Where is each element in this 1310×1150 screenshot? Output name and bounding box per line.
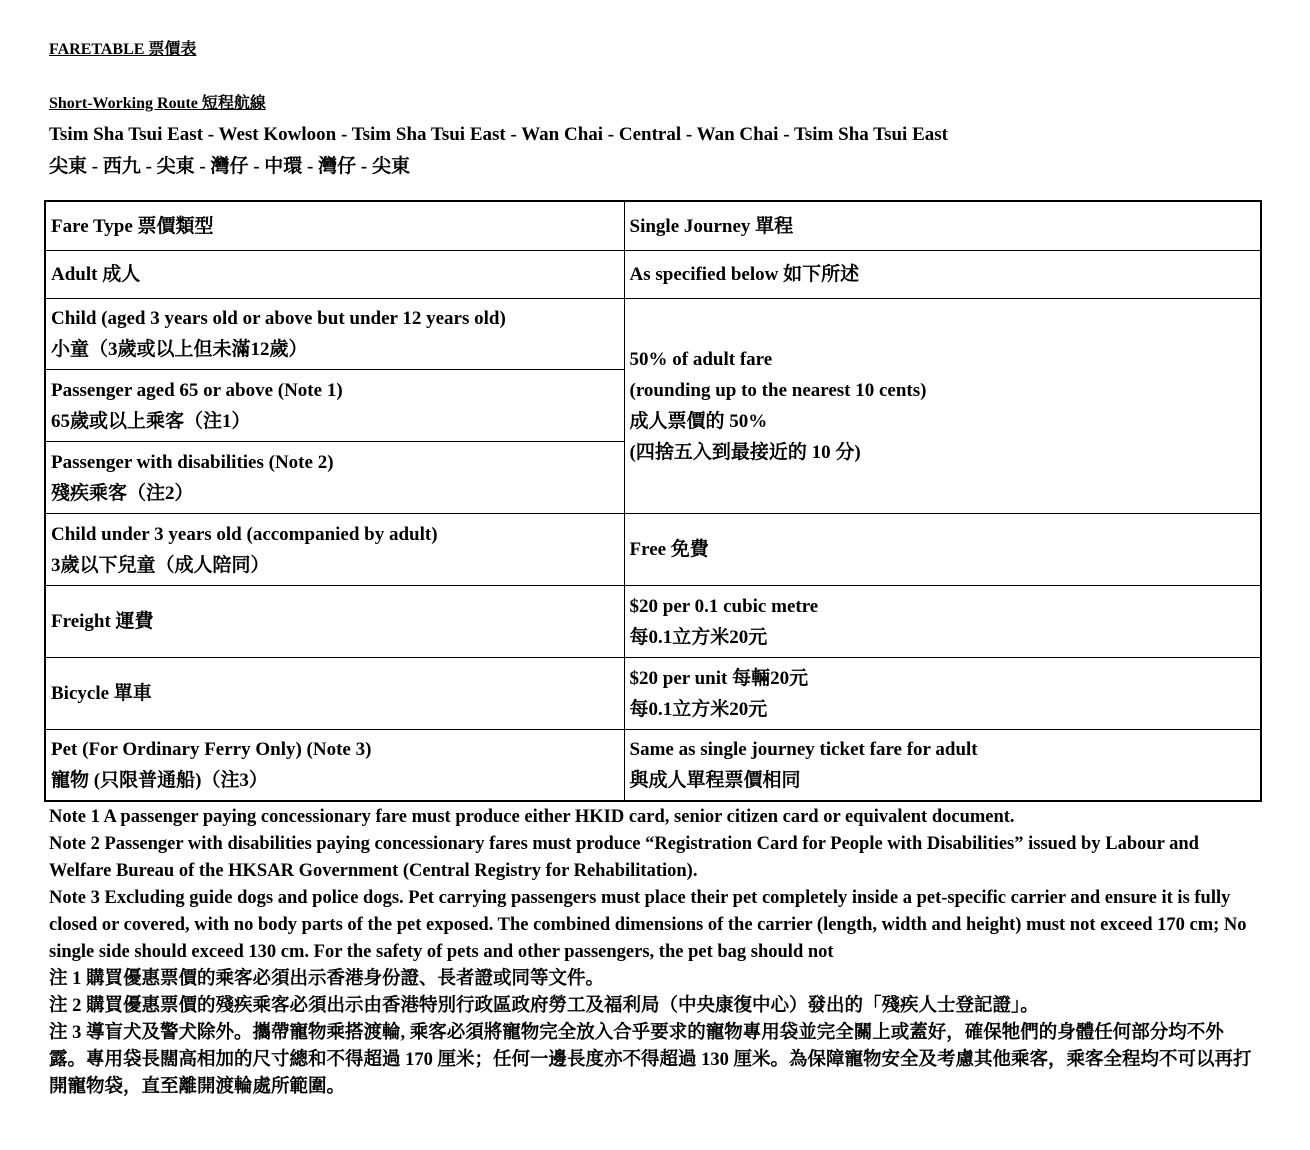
concession-line-4: (四捨五入到最接近的 10 分) (629, 442, 861, 463)
note-1-zh: 注 1 購買優惠票價的乘客必須出示香港身份證、長者證或同等文件。 (49, 969, 605, 989)
fare-type-under3-en: Child under 3 years old (accompanied by adult) (51, 523, 438, 545)
notes-section (49, 804, 1259, 1101)
note-1-en: Note 1 A passenger paying concessionary fare must produce either HKID card, senior citizen card or equivalent document. (49, 807, 1015, 827)
fare-pet-en: Same as single journey ticket fare for adult (629, 739, 978, 760)
fare-type-disabled (45, 442, 624, 514)
concession-line-1: 50% of adult fare (629, 349, 773, 370)
concession-line-2: (rounding up to the nearest 10 cents) (629, 380, 927, 401)
fare-type-disabled-en: Passenger with disabilities (Note 2) (51, 451, 334, 473)
fare-type-bicycle: Bicycle 單車 (45, 658, 624, 730)
fare-type-pet (45, 730, 624, 802)
note-2-zh: 注 2 購買優惠票價的殘疾乘客必須出示由香港特別行政區政府勞工及福利局（中央康復中心）發出的「殘疾人士登記證」。 (49, 996, 1039, 1016)
concession-line-3: 成人票價的 50% (629, 411, 768, 432)
fare-adult: As specified below 如下所述 (624, 251, 1261, 299)
header-single-journey: Single Journey 單程 (624, 201, 1261, 251)
fare-type-child (45, 299, 624, 370)
note-3-en: Note 3 Excluding guide dogs and police dogs. Pet carrying passengers must place their pet completely inside a pet-specific carrier and ensure it is fully closed or covered, with no body parts of the pet exposed. The combined dimensions of the carrier (length, width and height) must not exceed 170 cm; No single side should exceed 130 cm. For the safety of pets and other passengers, the pet bag should not (49, 888, 1247, 962)
note-3-zh: 注 3 導盲犬及警犬除外。攜帶寵物乘搭渡輪, 乘客必須將寵物完全放入合乎要求的寵物專用袋並完全關上或蓋好，確保牠們的身體任何部分均不外露。專用袋長闊高相加的尺寸總和不得超過 170 厘米；任何一邊長度亦不得超過 130 厘米。為保障寵物安全及考慮其他乘客，乘客全程均不可以再打開寵物袋，直至離開渡輪處所範圍。 (49, 1023, 1252, 1097)
route-chinese: 尖東 - 西九 - 尖東 - 灣仔 - 中環 - 灣仔 - 尖東 (49, 156, 410, 177)
table-row-under3 (45, 514, 1261, 586)
fare-type-adult: Adult 成人 (45, 251, 624, 299)
fare-type-freight: Freight 運費 (45, 586, 624, 658)
fare-freight-en: $20 per 0.1 cubic metre (629, 595, 819, 617)
fare-type-under3 (45, 514, 624, 586)
fare-bicycle-en: $20 per unit 每輛20元 (629, 667, 809, 689)
fare-bicycle (624, 658, 1261, 730)
fare-type-pet-zh: 寵物 (只限普通船)（注3） (51, 770, 268, 791)
fare-pet-zh: 與成人單程票價相同 (629, 770, 801, 791)
table-row-adult (45, 251, 1261, 299)
note-2-en: Note 2 Passenger with disabilities paying concessionary fares must produce “Registration Card for People with Disabilities” issued by Labour and Welfare Bureau of the HKSAR Government (Central Registry for Rehabilitation). (49, 834, 1199, 881)
route-english: Tsim Sha Tsui East - West Kowloon - Tsim Sha Tsui East - Wan Chai - Central - Wan Chai - Tsim Sha Tsui East (49, 124, 948, 145)
fare-freight (624, 586, 1261, 658)
fare-type-disabled-zh: 殘疾乘客（注2） (51, 482, 194, 504)
fare-type-under3-zh: 3歲以下兒童（成人陪同） (51, 554, 270, 576)
fare-concession (624, 299, 1261, 514)
table-row-freight (45, 586, 1261, 658)
header-fare-type: Fare Type 票價類型 (45, 201, 624, 251)
fare-bicycle-zh: 每0.1立方米20元 (629, 698, 768, 720)
fare-type-pet-en: Pet (For Ordinary Ferry Only) (Note 3) (51, 739, 372, 760)
table-row-pet (45, 730, 1261, 802)
fare-type-elder-zh: 65歲或以上乘客（注1） (51, 410, 251, 432)
fare-freight-zh: 每0.1立方米20元 (629, 626, 768, 648)
fare-type-elder-en: Passenger aged 65 or above (Note 1) (51, 379, 343, 401)
fare-type-child-zh: 小童（3歲或以上但未滿12歲） (51, 339, 308, 360)
fare-table (44, 200, 1262, 802)
fare-pet (624, 730, 1261, 802)
table-row-child (45, 299, 1261, 370)
fare-under3: Free 免費 (624, 514, 1261, 586)
fare-type-child-en: Child (aged 3 years old or above but under 12 years old) (51, 308, 506, 329)
fare-type-elder (45, 370, 624, 442)
table-header-row (45, 201, 1261, 251)
faretable-heading: FARETABLE 票價表 (49, 41, 197, 58)
table-row-bicycle (45, 658, 1261, 730)
route-heading: Short-Working Route 短程航線 (49, 95, 266, 112)
